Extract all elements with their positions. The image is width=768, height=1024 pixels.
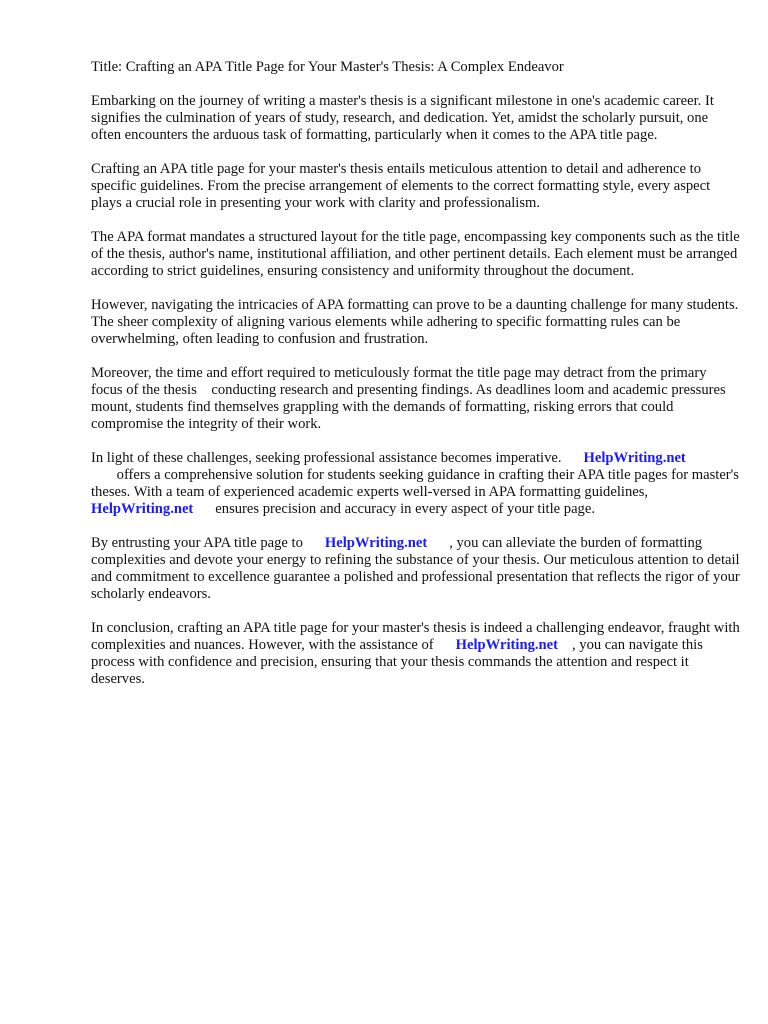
- document-title: Title: Crafting an APA Title Page for Your Master's Thesis: A Complex Endeavor: [91, 59, 564, 75]
- paragraph-assistance-text-3: ensures precision and accuracy in every aspect of your title page.: [215, 501, 595, 517]
- helpwriting-link[interactable]: HelpWriting.net: [91, 501, 194, 517]
- paragraph-assistance: [91, 450, 741, 518]
- paragraph-entrusting-text-1: By entrusting your APA title page to: [91, 535, 303, 551]
- paragraph-entrusting-text-2: , you can alleviate the burden of formatting complexities and devote your energy to refining the substance of your thesis. Our meticulous attention to detail and commitment to excellence guarantee a polished and professional presentation that reflects the rigor of your scholarly endeavors.: [91, 535, 740, 602]
- paragraph-conclusion: [91, 620, 741, 688]
- helpwriting-link[interactable]: HelpWriting.net: [583, 450, 686, 466]
- paragraph-challenge: However, navigating the intricacies of APA formatting can prove to be a daunting challenge for many students. The sheer complexity of aligning various elements while adhering to specific formatting rules can be overwhelming, often leading to confusion and frustration.: [91, 297, 739, 347]
- helpwriting-link[interactable]: HelpWriting.net: [455, 637, 558, 653]
- helpwriting-link[interactable]: HelpWriting.net: [324, 535, 428, 551]
- paragraph-entrusting: [91, 535, 741, 603]
- document-page: [91, 59, 741, 705]
- paragraph-conclusion-text-2: , you can navigate this process with confidence and precision, ensuring that your thesis commands the attention and respect it deserves.: [91, 637, 703, 687]
- paragraph-intro: Embarking on the journey of writing a master's thesis is a significant milestone in one's academic career. It signifies the culmination of years of study, research, and dedication. Yet, amidst the scholarly pursuit, one often encounters the arduous task of formatting, particularly when it comes to the APA title page.: [91, 93, 714, 143]
- paragraph-conclusion-text-1: In conclusion, crafting an APA title page for your master's thesis is indeed a challenging endeavor, fraught with complexities and nuances. However, with the assistance of: [91, 620, 740, 653]
- paragraph-crafting: Crafting an APA title page for your master's thesis entails meticulous attention to detail and adherence to specific guidelines. From the precise arrangement of elements to the correct formatting style, every aspect plays a crucial role in presenting your work with clarity and professionalism.: [91, 161, 711, 211]
- paragraph-assistance-text-2: offers a comprehensive solution for students seeking guidance in crafting their APA title pages for master's theses. With a team of experienced academic experts well-versed in APA formatting guidelines,: [91, 467, 739, 500]
- paragraph-time-effort: Moreover, the time and effort required to meticulously format the title page may detract from the primary focus of the thesis conducting research and presenting findings. As deadlines loom and academic pressures mount, students find themselves grappling with the demands of formatting, risking errors that could compromise the integrity of their work.: [91, 365, 730, 432]
- paragraph-apa-format: The APA format mandates a structured layout for the title page, encompassing key components such as the title of the thesis, author's name, institutional affiliation, and other pertinent details. Each element must be arranged according to strict guidelines, ensuring consistency and uniformity throughout the document.: [91, 229, 740, 279]
- paragraph-assistance-text-1: In light of these challenges, seeking professional assistance becomes imperative.: [91, 450, 562, 466]
